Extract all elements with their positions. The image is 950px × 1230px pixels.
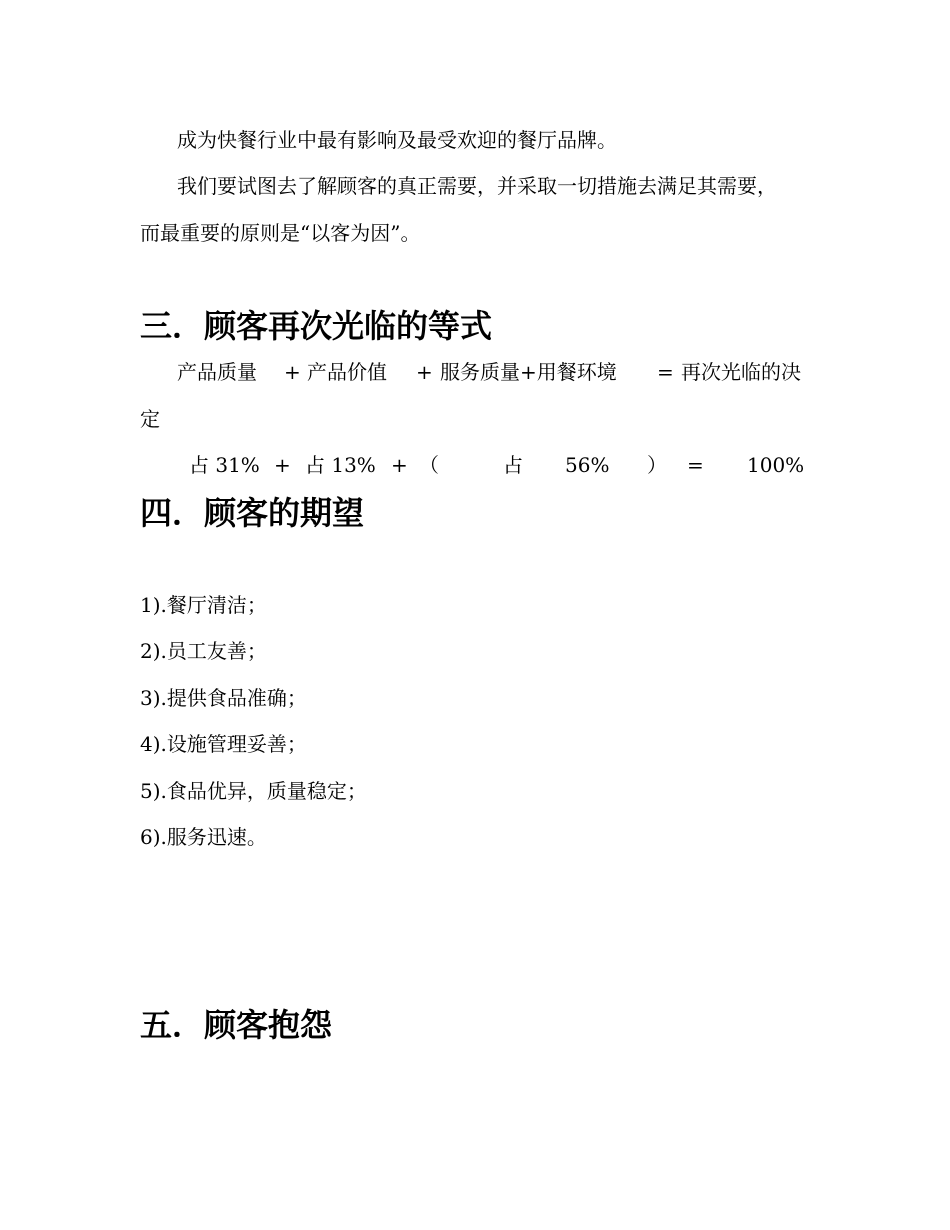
section5-heading: 五．顾客抱怨: [140, 1006, 333, 1044]
percent-close-paren: ）: [647, 453, 667, 477]
equation-row: [0, 360, 950, 384]
equation-term-service-environment: 服务质量+用餐环境: [440, 360, 617, 384]
expectation-item-3: 3).提供食品准确；: [140, 686, 307, 710]
expectation-item-2: 2).员工友善；: [140, 639, 267, 663]
section4-heading: 四．顾客的期望: [140, 494, 365, 532]
percent-plus-1: +: [274, 453, 291, 477]
percent-open-paren: （: [419, 453, 439, 477]
expectation-item-4: 4).设施管理妥善；: [140, 732, 307, 756]
expectation-item-6: 6).服务迅速。: [140, 825, 267, 849]
equation-term-product-value: 产品价值: [307, 360, 387, 384]
equation-plus-2: +: [416, 360, 433, 384]
percent-service-value: 56%: [565, 453, 610, 477]
intro-line-3: 而最重要的原则是“以客为因”。: [140, 221, 421, 245]
percent-product-value: 占 13%: [305, 453, 376, 477]
percent-product-quality: 占 31%: [189, 453, 260, 477]
equation-equals: =: [657, 360, 674, 384]
percent-plus-2: +: [391, 453, 408, 477]
percent-equals: =: [687, 453, 704, 477]
intro-line-1: 成为快餐行业中最有影响及最受欢迎的餐厅品牌。: [177, 128, 617, 152]
section3-heading: 三．顾客再次光临的等式: [140, 307, 493, 345]
expectation-item-1: 1).餐厅清洁；: [140, 593, 267, 617]
intro-line-2: 我们要试图去了解顾客的真正需要，并采取一切措施去满足其需要，: [177, 174, 777, 198]
equation-term-product-quality: 产品质量: [177, 360, 257, 384]
percentage-row: [0, 453, 950, 477]
percent-total: 100%: [747, 453, 805, 477]
percent-service-label: 占: [503, 453, 523, 477]
equation-result: 再次光临的决: [681, 360, 801, 384]
equation-result-continued: 定: [140, 407, 160, 431]
expectation-item-5: 5).食品优异，质量稳定；: [140, 779, 367, 803]
equation-plus-1: +: [284, 360, 301, 384]
